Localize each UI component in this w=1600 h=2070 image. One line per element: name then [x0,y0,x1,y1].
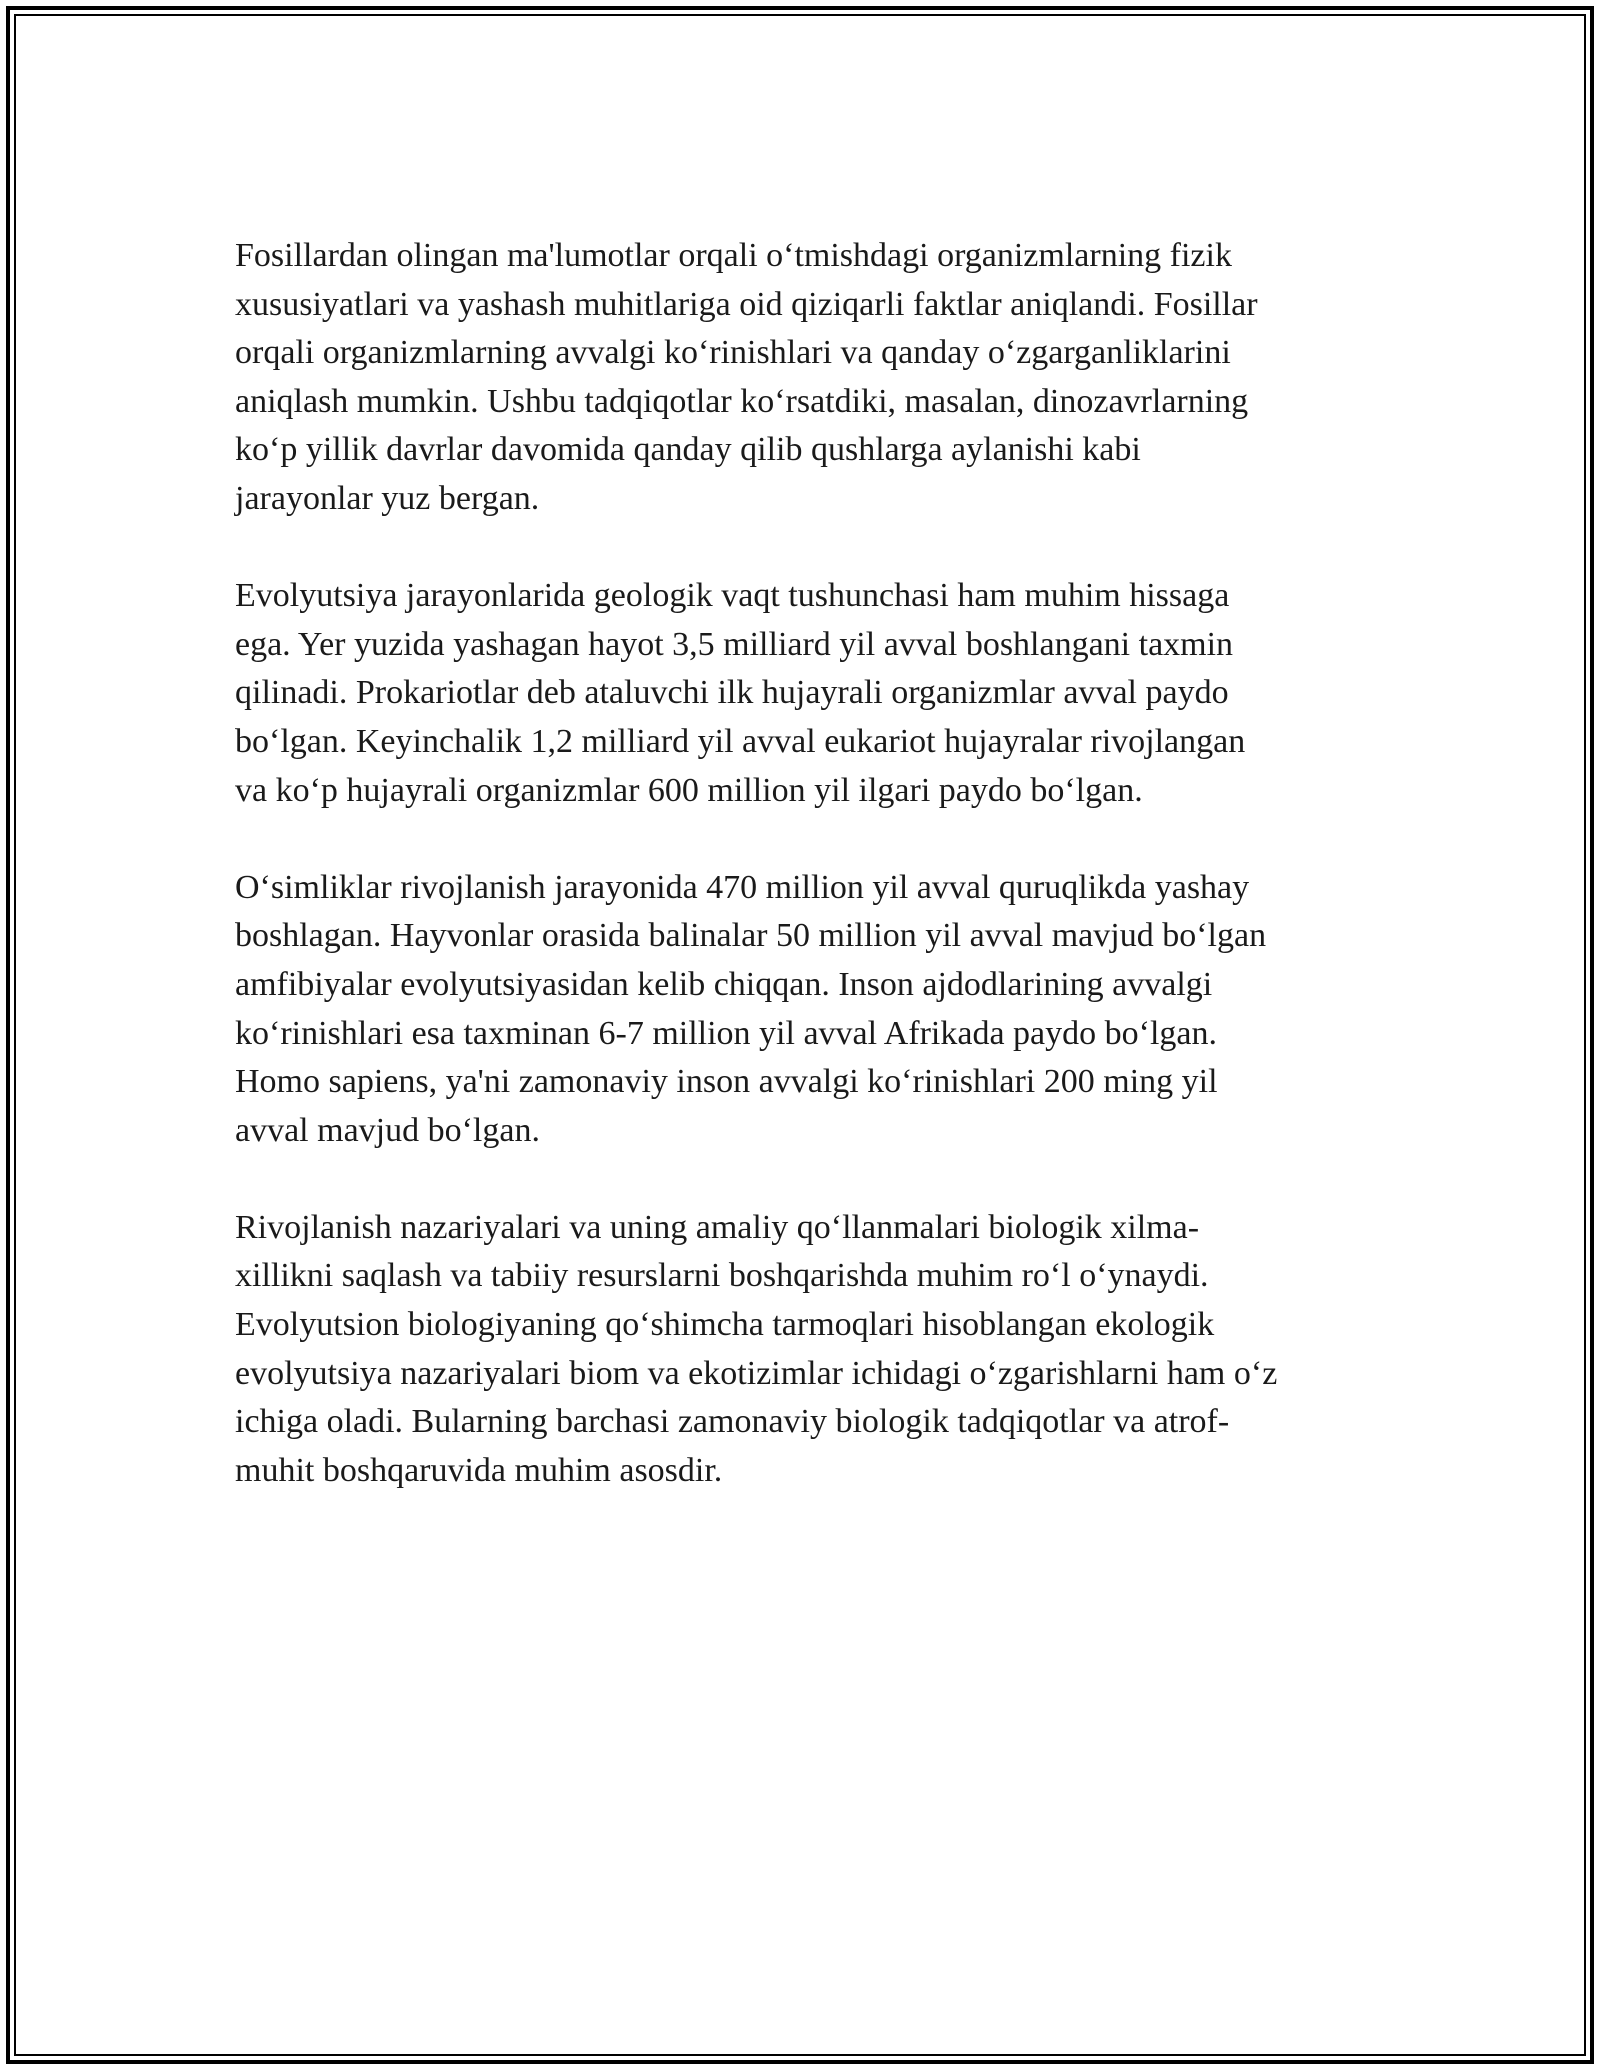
paragraph-geologic-time: Evolyutsiya jarayonlarida geologik vaqt tushunchasi ham muhim hissaga ega. Yer yuzida yashagan hayot 3,5 milliard yil avval boshlangani taxmin qilinadi. Prokariotlar deb ataluvchi ilk hujayrali organizmlar avval paydo boʻlgan. Keyinchalik 1,2 milliard yil avval eukariot hujayralar rivojlangan va koʻp hujayrali organizmlar 600 million yil ilgari paydo boʻlgan. [235,577,1246,809]
document-body [235,232,1375,1544]
paragraph-plants-animals: Oʻsimliklar rivojlanish jarayonida 470 million yil avval quruqlikda yashay boshlagan. Hayvonlar orasida balinalar 50 million yil avval mavjud boʻlgan amfibiyalar evolyutsiyasidan kelib chiqqan. Inson ajdodlarining avvalgi koʻrinishlari esa taxminan 6-7 million yil avval Afrikada paydo boʻlgan. Homo sapiens, ya'ni zamonaviy inson avvalgi koʻrinishlari 200 ming yil avval mavjud boʻlgan. [235,868,1267,1149]
paragraph-evolution-theories: Rivojlanish nazariyalari va uning amaliy qoʻllanmalari biologik xilma- xillikni saqlash va tabiiy resurslarni boshqarishda muhim roʻl oʻynaydi. Evolyutsion biologiyaning qoʻshimcha tarmoqlari hisoblangan ekologik evolyutsiya nazariyalari biom va ekotizimlar ichidagi oʻzgarishlarni ham oʻz ichiga oladi. Bularning barchasi zamonaviy biologik tadqiqotlar va atrof- muhit boshqaruvida muhim asosdir. [235,1208,1278,1489]
paragraph-fossils: Fosillardan olingan ma'lumotlar orqali oʻtmishdagi organizmlarning fizik xususiyatlari va yashash muhitlariga oid qiziqarli faktlar aniqlandi. Fosillar orqali organizmlarning avvalgi koʻrinishlari va qanday oʻzgarganliklarini aniqlash mumkin. Ushbu tadqiqotlar koʻrsatdiki, masalan, dinozavrlarning koʻp yillik davrlar davomida qanday qilib qushlarga aylanishi kabi jarayonlar yuz bergan. [235,237,1258,517]
